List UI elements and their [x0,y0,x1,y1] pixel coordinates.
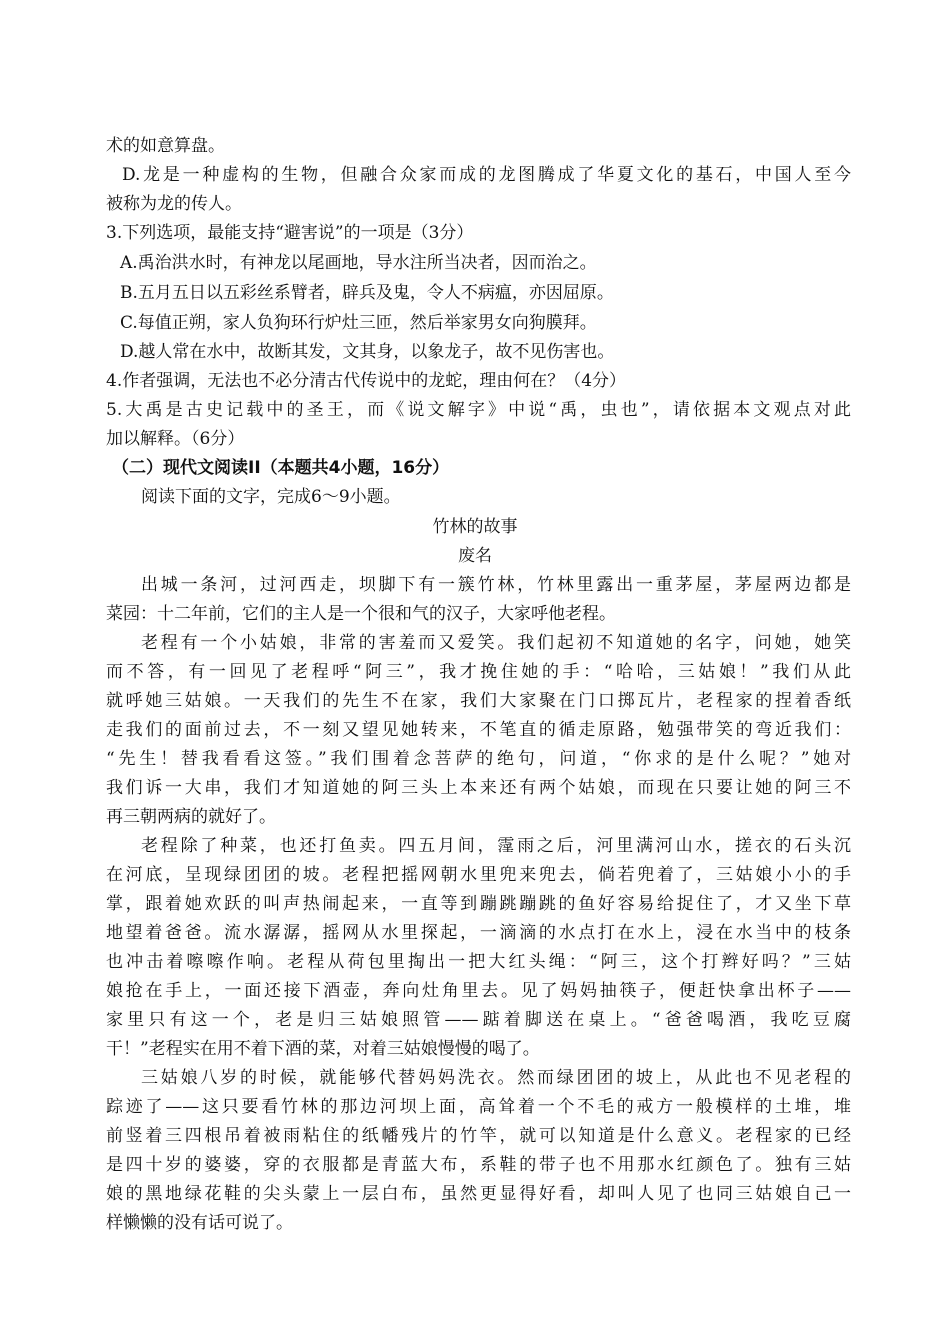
story-line: 在河底，呈现绿团团的坡。老程把摇网朝水里兜来兜去，倘若兜着了，三姑娘小小的手 [106,865,851,885]
story-line: 踪迹了——这只要看竹林的那边河坝上面，高耸着一个不毛的戒方一般模样的土堆，堆 [106,1097,851,1117]
story-line: 三姑娘八岁的时候，就能够代替妈妈洗衣。然而绿团团的坡上，从此也不见老程的 [141,1068,851,1088]
story-line: 菜园：十二年前，它们的主人是一个很和气的汉子，大家呼他老程。 [106,604,616,624]
q3-option-c: C.每值正朔，家人负狗环行炉灶三匝，然后举家男女向狗膜拜。 [120,313,597,333]
q4-stem: 4.作者强调，无法也不必分清古代传说中的龙蛇，理由何在？（4分） [106,371,627,391]
reading-instruction: 阅读下面的文字，完成6～9小题。 [141,487,401,507]
q2-option-d-line: D.龙是一种虚构的生物，但融合众家而成的龙图腾成了华夏文化的基石，中国人至今 [122,165,851,185]
story-line: “先生！替我看看这签。”我们围着念菩萨的绝句，问道，“你求的是什么呢？”她对 [106,749,851,769]
story-line: 前竖着三四根吊着被雨粘住的纸幡残片的竹竿，就可以知道是什么意义。老程家的已经 [106,1126,851,1146]
q5-stem-line: 加以解释。（6分） [106,429,245,449]
story-line: 再三朝两病的就好了。 [106,807,276,827]
story-line: 地望着爸爸。流水潺潺，摇网从水里探起，一滴滴的水点打在水上，浸在水当中的枝条 [106,923,851,943]
q3-option-b: B.五月五日以五彩丝系臂者，辟兵及鬼，令人不病瘟，亦因屈原。 [120,283,614,303]
story-line: 是四十岁的婆婆，穿的衣服都是青蓝大布，系鞋的带子也不用那水红颜色了。独有三姑 [106,1155,851,1175]
story-line: 娘的黑地绿花鞋的尖头蒙上一层白布，虽然更显得好看，却叫人见了也同三姑娘自己一 [106,1184,851,1204]
story-line: 出城一条河，过河西走，坝脚下有一簇竹林，竹林里露出一重茅屋，茅屋两边都是 [141,575,851,595]
story-line: 老程有一个小姑娘，非常的害羞而又爱笑。我们起初不知道她的名字，问她，她笑 [141,633,851,653]
q3-option-d: D.越人常在水中，故断其发，文其身，以象龙子，故不见伤害也。 [120,342,615,362]
section-heading: （二）现代文阅读II（本题共4小题，16分） [112,458,450,478]
story-line: 我们诉一大串，我们才知道她的阿三头上本来还有两个姑娘，而现在只要让她的阿三不 [106,778,851,798]
q2-text-tail: 术的如意算盘。 [106,136,225,156]
story-line: 干！”老程实在用不着下酒的菜，对着三姑娘慢慢的喝了。 [106,1039,540,1059]
story-title: 竹林的故事 [432,517,518,537]
story-line: 娘抢在手上，一面还接下酒壶，奔向灶角里去。见了妈妈抽筷子，便赶快拿出杯子—— [106,981,851,1001]
q3-stem: 3.下列选项，最能支持“避害说”的一项是（3分） [106,223,474,243]
q3-option-a: A.禹治洪水时，有神龙以尾画地，导水注所当决者，因而治之。 [120,253,597,273]
story-line: 样懒懒的没有话可说了。 [106,1213,293,1233]
story-author: 废名 [458,546,492,566]
story-line: 走我们的面前过去，不一刻又望见她转来，不笔直的循走原路，勉强带笑的弯近我们： [106,720,851,740]
story-line: 老程除了种菜，也还打鱼卖。四五月间，霪雨之后，河里满河山水，搓衣的石头沉 [141,836,851,856]
story-line: 而不答，有一回见了老程呼“阿三”，我才挽住她的手：“哈哈，三姑娘！”我们从此 [106,662,851,682]
q2-option-d-line: 被称为龙的传人。 [106,194,242,214]
story-line: 掌，跟着她欢跃的叫声热闹起来，一直等到蹦跳蹦跳的鱼好容易给捉住了，才又坐下草 [106,894,851,914]
story-line: 家里只有这一个，老是归三姑娘照管——踮着脚送在桌上。“爸爸喝酒，我吃豆腐 [106,1010,851,1030]
q5-stem-line: 5.大禹是古史记载中的圣王，而《说文解字》中说“禹，虫也”，请依据本文观点对此 [106,400,851,420]
story-line: 就呼她三姑娘。一天我们的先生不在家，我们大家聚在门口掷瓦片，老程家的捏着香纸 [106,691,851,711]
story-line: 也冲击着嚓嚓作响。老程从荷包里掏出一把大红头绳：“阿三，这个打辫好吗？”三姑 [106,952,851,972]
